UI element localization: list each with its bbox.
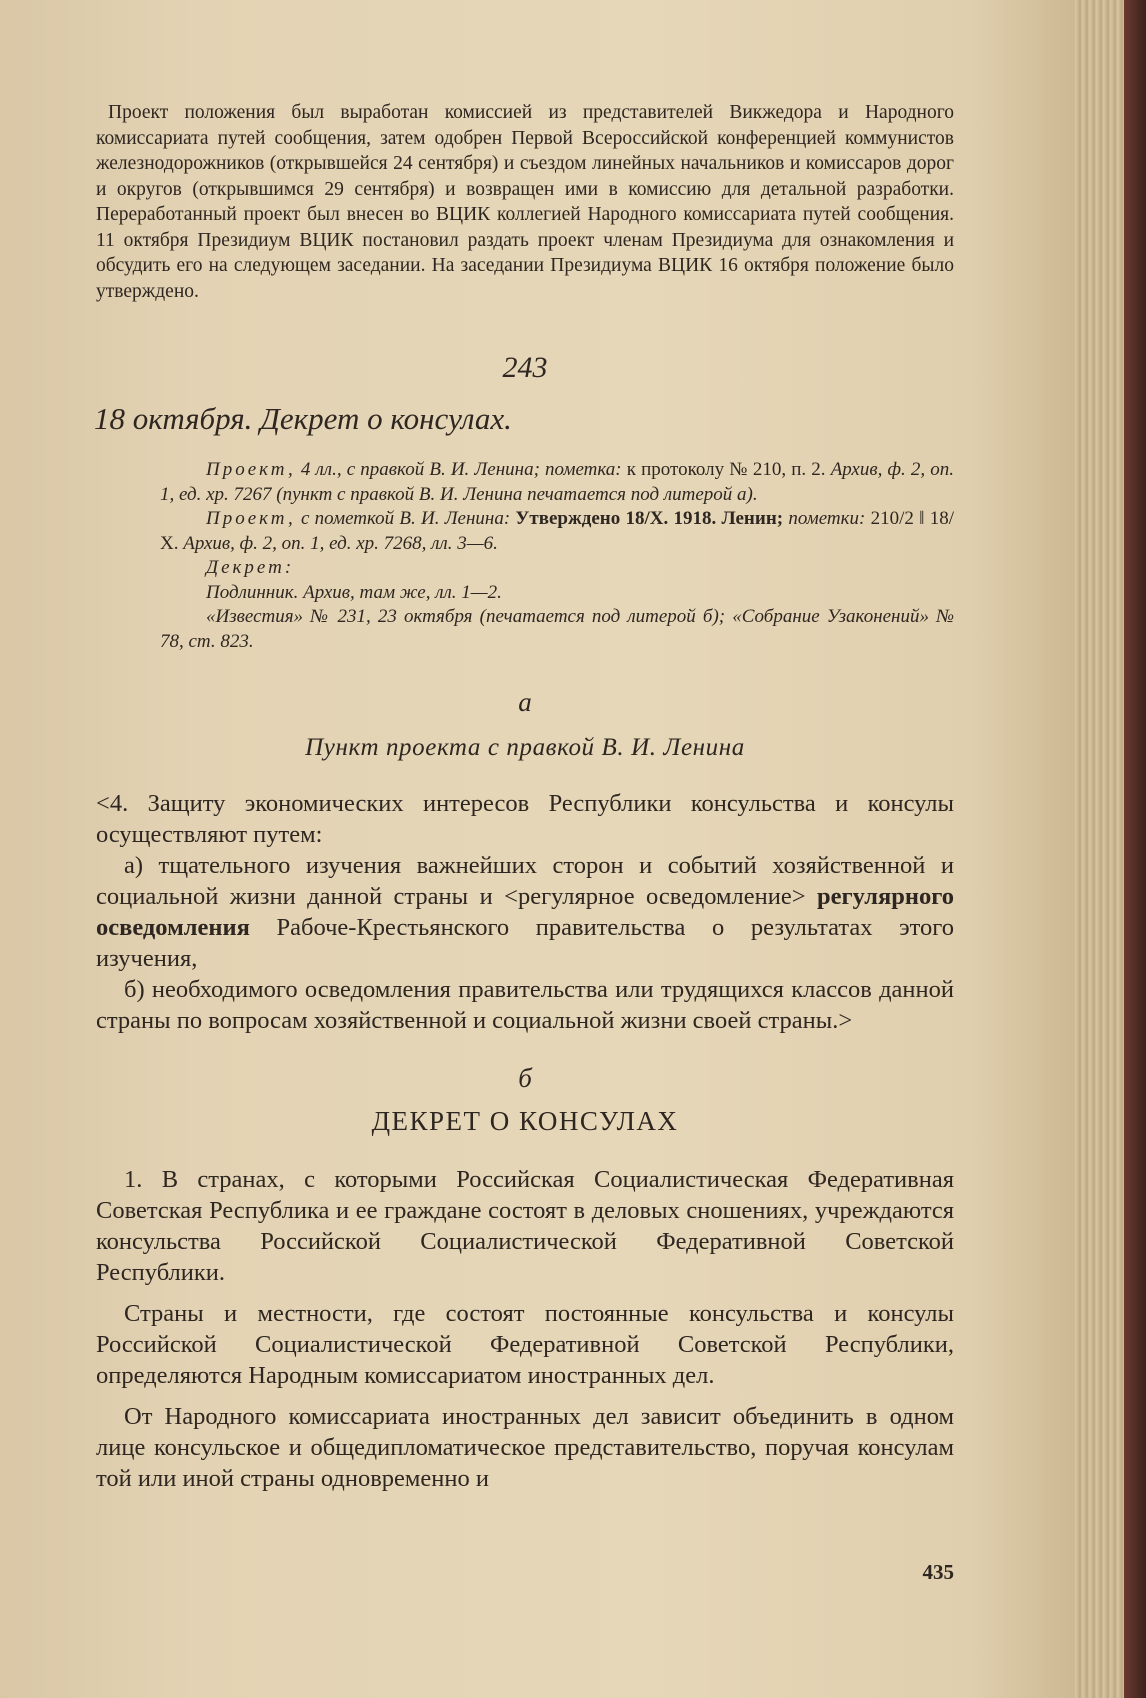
document-number: 243	[502, 351, 548, 384]
page-number: 435	[922, 1560, 954, 1584]
section-b-letter: б	[518, 1063, 532, 1093]
archive-ref-publications: «Известия» № 231, 23 октября (печатается под литерой б); «Собрание Узаконений» № 78, ст. 823.	[160, 606, 954, 652]
section-a-body	[96, 788, 954, 1036]
section-a-paragraph-1: <4. Защиту экономических интересов Республики консульства и консулы осуществляют путем:	[96, 790, 954, 848]
archive-references	[160, 458, 954, 654]
archive-ref-decree-label: Декрет:	[206, 557, 295, 578]
editorial-note: Проект положения был выработан комиссией из представителей Викжедора и Народного комиссариата путей сообщения, затем одобрен Первой Всероссийской конференцией коммунистов железнодорожников (открывшейся 24 сентября) и съездом линейных начальников и комиссаров дорог и округов (открывшимся 29 сентября) и возвращен ими в комиссию для детальной разработки. Переработанный проект был внесен во ВЦИК коллегией Народного комиссариата путей сообщения. 11 октября Президиум ВЦИК постановил раздать проект членам Президиума для ознакомления и обсудить его на следующем заседании. На заседании Президиума ВЦИК 16 октября положение было утверждено.	[96, 102, 954, 302]
section-a-letter: а	[518, 687, 532, 717]
archive-ref-project-1: Проект, 4 лл., с правкой В. И. Ленина; пометка: к протоколу № 210, п. 2. Архив, ф. 2, оп. 1, ед. хр. 7267 (пункт с правкой В. И. Ленина печатается под литерой а).	[160, 459, 954, 505]
decree-body	[96, 1164, 954, 1494]
section-b	[96, 1062, 954, 1494]
decree-paragraph-3: От Народного комиссариата иностранных дел зависит объединить в одном лице консульское и общедипломатическое представительство, поручая консулам той или иной страны одновременно и	[96, 1403, 954, 1492]
decree-paragraph-1: 1. В странах, с которыми Российская Социалистическая Федеративная Советская Республика и ее граждане состоят в деловых сношениях, учреждаются консульства Российской Социалистической Федеративной Советской Республики.	[96, 1166, 954, 1286]
decree-paragraph-2: Страны и местности, где состоят постоянные консульства и консулы Российской Социалистической Федеративной Советской Республики, определяются Народным комиссариатом иностранных дел.	[96, 1300, 954, 1389]
archive-ref-project-2: Проект, с пометкой В. И. Ленина: Утверждено 18/Х. 1918. Ленин; пометки: 210/2 ‖ 18/Х. Архив, ф. 2, оп. 1, ед. хр. 7268, лл. 3—6.	[160, 508, 954, 554]
book-page-edges	[1075, 0, 1146, 1698]
section-a-paragraph-3: б) необходимого осведомления правительства или трудящихся классов данной страны по вопросам хозяйственной и социальной жизни своей страны.>	[96, 976, 954, 1034]
page-content	[96, 100, 954, 1504]
section-a-paragraph-2: а) тщательного изучения важнейших сторон и событий хозяйственной и социальной жизни данной страны и <регулярное осведомление> регулярного осведомления Рабоче-Крестьянского правительства о результатах этого изучения,	[96, 852, 954, 972]
archive-ref-original: Подлинник. Архив, там же, лл. 1—2.	[206, 581, 502, 603]
section-a-title: Пункт проекта с правкой В. И. Ленина	[305, 734, 745, 761]
section-b-title: ДЕКРЕТ О КОНСУЛАХ	[371, 1106, 679, 1136]
document-title: 18 октября. Декрет о консулах.	[94, 401, 512, 436]
